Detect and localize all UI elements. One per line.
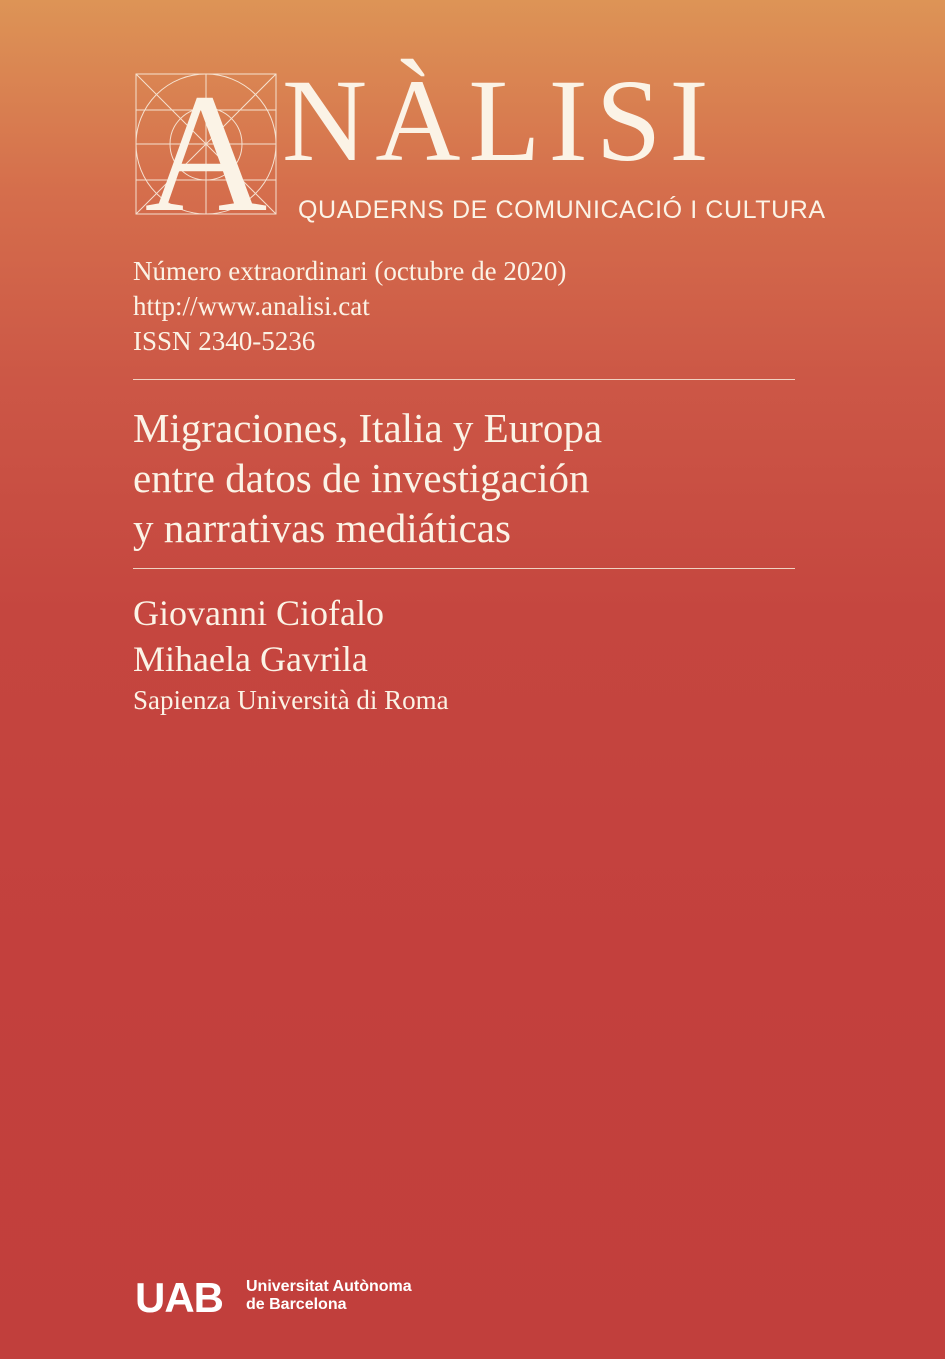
- journal-subtitle: QUADERNS DE COMUNICACIÓ I CULTURA: [298, 196, 826, 224]
- journal-url: http://www.analisi.cat: [133, 291, 370, 321]
- article-title-line: Migraciones, Italia y Europa: [133, 405, 603, 451]
- article-title: [133, 403, 795, 553]
- publisher-name-line: de Barcelona: [246, 1296, 347, 1313]
- journal-logo-letter-a: [132, 70, 280, 218]
- author-name: Mihaela Gavrila: [133, 639, 368, 679]
- issue-info: [133, 254, 566, 359]
- masthead: [132, 55, 826, 228]
- journal-initial: A: [144, 70, 268, 218]
- uab-logo-mark: [135, 1277, 239, 1315]
- author-name: Giovanni Ciofalo: [133, 593, 384, 633]
- divider: [133, 568, 795, 569]
- publisher-name: [246, 1278, 412, 1314]
- issn: ISSN 2340-5236: [133, 326, 316, 356]
- uab-logo-text: UAB: [135, 1277, 223, 1315]
- journal-title: NÀLISI: [282, 55, 717, 186]
- author-affiliation: Sapienza Università di Roma: [133, 685, 449, 715]
- article-title-line: entre datos de investigación: [133, 455, 590, 501]
- divider: [133, 379, 795, 380]
- issue-number: Número extraordinari (octubre de 2020): [133, 256, 567, 286]
- article-title-line: y narrativas mediáticas: [133, 505, 511, 551]
- publisher-name-line: Universitat Autònoma: [246, 1278, 412, 1295]
- author-block: [133, 590, 449, 718]
